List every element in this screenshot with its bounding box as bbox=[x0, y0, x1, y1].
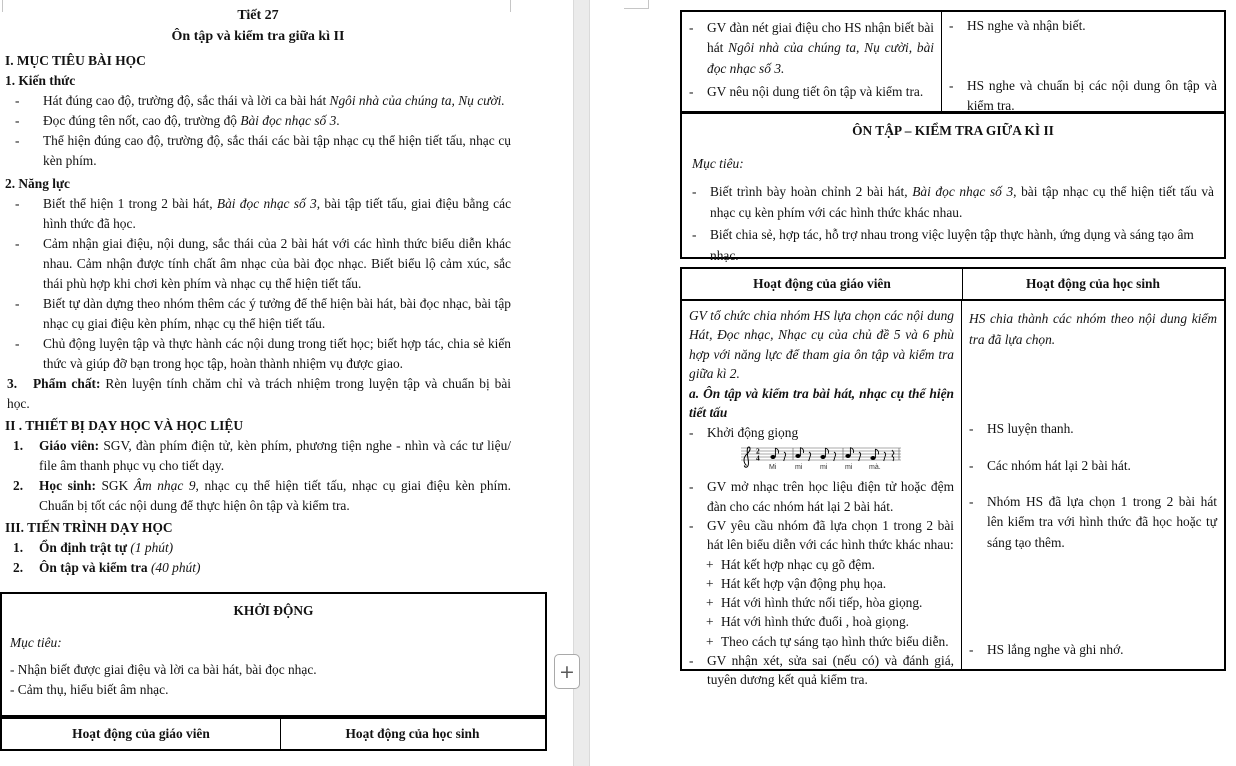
music-notation bbox=[729, 443, 954, 476]
list-item: 1. Ổn định trật tự (1 phút) bbox=[13, 540, 174, 555]
list-item: + Hát kết hợp nhạc cụ gõ đệm. bbox=[706, 556, 875, 572]
student-activity-header: Hoạt động của học sinh bbox=[345, 726, 480, 741]
list-item: - Các nhóm hát lại 2 bài hát. bbox=[969, 458, 1131, 473]
list-item: - Nhóm HS đã lựa chọn 1 trong 2 bài hát lên kiểm tra với hình thức đã học hoặc tự sáng tạo thêm. bbox=[969, 494, 1217, 550]
section-title: ÔN TẬP – KIỂM TRA GIỮA KÌ II bbox=[852, 123, 1054, 138]
page-gap bbox=[573, 0, 590, 766]
list-item: - Biết thể hiện 1 trong 2 bài hát, Bài đọc nhạc số 3, bài tập tiết tấu, giai điệu bằng các hình thức đã học. bbox=[15, 196, 512, 231]
page-2[interactable] bbox=[590, 0, 1236, 766]
sub-heading: a. Ôn tập và kiểm tra bài hát, nhạc cụ thể hiện tiết tấu bbox=[689, 386, 954, 421]
table-row-continued bbox=[680, 10, 1226, 113]
teacher-cell bbox=[682, 12, 942, 111]
list-item: + Hát với hình thức nối tiếp, hòa giọng. bbox=[706, 595, 923, 611]
lyric: mà. bbox=[869, 464, 881, 472]
lyric: mi bbox=[820, 464, 828, 472]
list-item: 1. Giáo viên: SGV, đàn phím điện tử, kèn phím, phương tiện nghe - nhìn và các tư liệu/ file âm thanh phục vụ cho tiết dạy. bbox=[13, 438, 511, 473]
list-item: 2. Ôn tập và kiểm tra (40 phút) bbox=[13, 560, 201, 575]
list-item: - GV nêu nội dung tiết ôn tập và kiểm tra. bbox=[689, 84, 924, 100]
svg-text:2: 2 bbox=[756, 446, 760, 456]
heading-thiet-bi: II . THIẾT BỊ DẠY HỌC VÀ HỌC LIỆU bbox=[5, 418, 243, 433]
list-item: - Biết trình bày hoàn chỉnh 2 bài hát, Bài đọc nhạc số 3, bài tập nhạc cụ thể hiện tiết tấu và nhạc cụ kèn phím với các hình thức khác nhau. bbox=[692, 184, 1215, 220]
paragraph: GV tổ chức chia nhóm HS lựa chọn các nội dung Hát, Đọc nhạc, Nhạc cụ của chủ đề 5 và 6 phù hợp với năng lực để tham gia ôn tập và kiểm tra giữa kì 2. bbox=[689, 308, 954, 381]
teacher-activity-header: Hoạt động của giáo viên bbox=[682, 269, 963, 299]
plus-button[interactable]: + bbox=[554, 654, 580, 689]
list-item: - HS luyện thanh. bbox=[969, 421, 1074, 436]
on-tap-section-box bbox=[680, 112, 1226, 263]
heading-tien-trinh: III. TIẾN TRÌNH DẠY HỌC bbox=[5, 520, 173, 535]
list-item: - Biết chia sẻ, hợp tác, hỗ trợ nhau trong việc luyện tập thực hành, ứng dụng và sáng tạo âm nhạc. bbox=[692, 227, 1194, 263]
list-item: + Theo cách tự sáng tạo hình thức biểu diễn. bbox=[706, 633, 949, 649]
list-item: - HS nghe và chuẩn bị các nội dung ôn tập và kiểm tra. bbox=[949, 78, 1217, 114]
list-item: - Hát đúng cao độ, trường độ, sắc thái và lời ca bài hát Ngôi nhà của chúng ta, Nụ cười. bbox=[15, 93, 505, 108]
list-item: - Thể hiện đúng cao độ, trường độ, sắc thái các bài tập nhạc cụ thể hiện tiết tấu, nhạc cụ kèn phím. bbox=[15, 133, 511, 168]
khoi-dong-title: KHỞI ĐỘNG bbox=[233, 603, 314, 618]
paragraph: HS chia thành các nhóm theo nội dung kiểm tra đã lựa chọn. bbox=[969, 311, 1217, 347]
list-item: - Cảm nhận giai điệu, nội dung, sắc thái của 2 bài hát với các hình thức biểu diễn khác nhau. Cảm nhận được tính chất âm nhạc của bài đọc nhạc. Biết biểu lộ cảm xúc, sắc thái phù hợp khi chơi kèn phím và nhạc cụ thể hiện tiết tấu. bbox=[15, 236, 511, 291]
margin-mark bbox=[2, 0, 3, 12]
teacher-cell bbox=[682, 301, 962, 688]
student-cell bbox=[962, 301, 1224, 669]
list-item: - GV yêu cầu nhóm đã lựa chọn 1 trong 2 bài hát lên biểu diễn với các hình thức khác nhau: bbox=[689, 517, 954, 553]
list-item: - Khởi động giọng bbox=[689, 424, 799, 440]
list-item: + Hát kết hợp vận động phụ họa. bbox=[706, 575, 887, 591]
muc-tieu-label: Mục tiêu: bbox=[692, 156, 744, 171]
student-cell bbox=[942, 12, 1224, 114]
margin-mark bbox=[624, 8, 649, 9]
heading-kien-thuc: 1. Kiến thức bbox=[5, 73, 76, 88]
teacher-activity-header: Hoạt động của giáo viên bbox=[2, 719, 281, 749]
list-item: 2. Học sinh: SGK Âm nhạc 9, nhạc cụ thể hiện tiết tấu, nhạc cụ giai điệu kèn phím. Chuẩn bị tốt các nội dung để thực hiện ôn tập và kiểm tra. bbox=[13, 478, 511, 513]
lesson-title: Ôn tập và kiểm tra giữa kì II bbox=[171, 29, 345, 44]
list-item: - Chủ động luyện tập và thực hành các nội dung trong tiết học; biết hợp tác, chia sẻ kiến thức và giúp đỡ bạn trong học tập, hoàn thành nhiệm vụ được giao. bbox=[15, 336, 511, 371]
list-item: - HS nghe và nhận biết. bbox=[949, 18, 1086, 33]
page-1-body bbox=[5, 5, 511, 578]
page-1[interactable] bbox=[0, 0, 573, 766]
lyric: mi bbox=[845, 464, 853, 472]
lesson-number: Tiết 27 bbox=[237, 8, 279, 23]
margin-mark bbox=[510, 0, 511, 12]
lyric: Mi bbox=[769, 464, 777, 472]
list-item: + Hát với hình thức đuổi , hoà giọng. bbox=[706, 614, 910, 630]
margin-mark bbox=[648, 0, 649, 9]
student-activity-header: Hoạt động của học sinh bbox=[1026, 276, 1160, 291]
list-item: - Đọc đúng tên nốt, cao độ, trường độ Bài đọc nhạc số 3. bbox=[15, 113, 340, 128]
list-item: - Cảm thụ, hiểu biết âm nhạc. bbox=[10, 682, 169, 697]
heading-nang-luc: 2. Năng lực bbox=[5, 176, 70, 191]
activity-table-body bbox=[680, 299, 1226, 688]
pham-chat-item: 3. Phẩm chất: Rèn luyện tính chăm chỉ và trách nhiệm trong luyện tập và chuẩn bị bài học. bbox=[7, 376, 511, 411]
list-item: - GV nhận xét, sửa sai (nếu có) và đánh giá, tuyên dương kết quả kiểm tra. bbox=[689, 653, 954, 688]
heading-muc-tieu: I. MỤC TIÊU BÀI HỌC bbox=[5, 53, 146, 68]
list-item: - GV đàn nét giai điệu cho HS nhận biết bài hát Ngôi nhà của chúng ta, Nụ cười, bài đọc nhạc số 3. bbox=[689, 20, 934, 76]
list-item: - Biết tự dàn dựng theo nhóm thêm các ý tưởng để thể hiện bài hát, bài đọc nhạc, bài tập nhạc cụ giai điệu kèn phím, nhạc cụ thể hiện tiết tấu. bbox=[15, 296, 511, 331]
list-item: - GV mở nhạc trên học liệu điện tử hoặc đệm đàn cho các nhóm hát lại 2 bài hát. bbox=[689, 479, 954, 514]
khoi-dong-box bbox=[0, 592, 547, 717]
list-item: - HS lắng nghe và ghi nhớ. bbox=[969, 642, 1124, 657]
activity-table-header bbox=[680, 267, 1226, 301]
muc-tieu-label: Mục tiêu: bbox=[10, 635, 62, 650]
lyric: mi bbox=[795, 464, 803, 472]
activity-table-header bbox=[0, 717, 547, 751]
svg-text:4: 4 bbox=[756, 453, 760, 463]
list-item: - Nhận biết được giai điệu và lời ca bài hát, bài đọc nhạc. bbox=[10, 662, 317, 677]
